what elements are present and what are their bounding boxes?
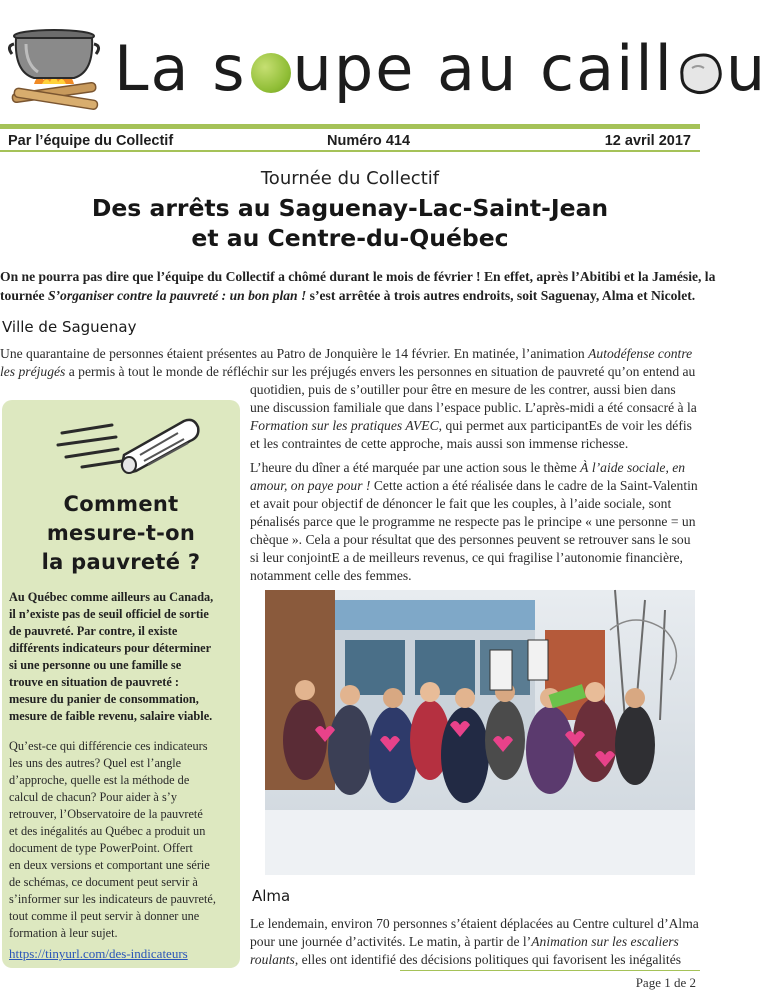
sidebar-title: Comment mesure-t-on la pauvreté ?: [41, 492, 201, 574]
byline: Par l’équipe du Collectif: [8, 133, 174, 149]
article-headline: Des arrêts au Saguenay-Lac-Saint-Jean et au Centre-du-Québec: [91, 194, 609, 252]
green-dot-icon: [251, 53, 291, 93]
issue-number: Numéro 414: [327, 133, 411, 149]
rolled-newspaper-icon: [52, 415, 202, 480]
indicators-link[interactable]: https://tinyurl.com/des-indicateurs: [9, 946, 188, 961]
issue-date: 12 avril 2017: [604, 133, 691, 149]
article-kicker: Tournée du Collectif: [260, 168, 440, 189]
issue-bar: [0, 124, 700, 152]
newsletter-title: La s upe au caill u: [114, 32, 767, 106]
footer-rule: [400, 970, 700, 971]
page-number: Page 1 de 2: [635, 975, 696, 990]
stone-icon: [676, 50, 724, 96]
cooking-pot-logo-icon: [4, 22, 104, 112]
section-title-saguenay: Ville de Saguenay: [2, 318, 137, 336]
group-photo: [265, 590, 695, 875]
section-title-alma: Alma: [252, 887, 291, 905]
masthead: [0, 0, 767, 122]
